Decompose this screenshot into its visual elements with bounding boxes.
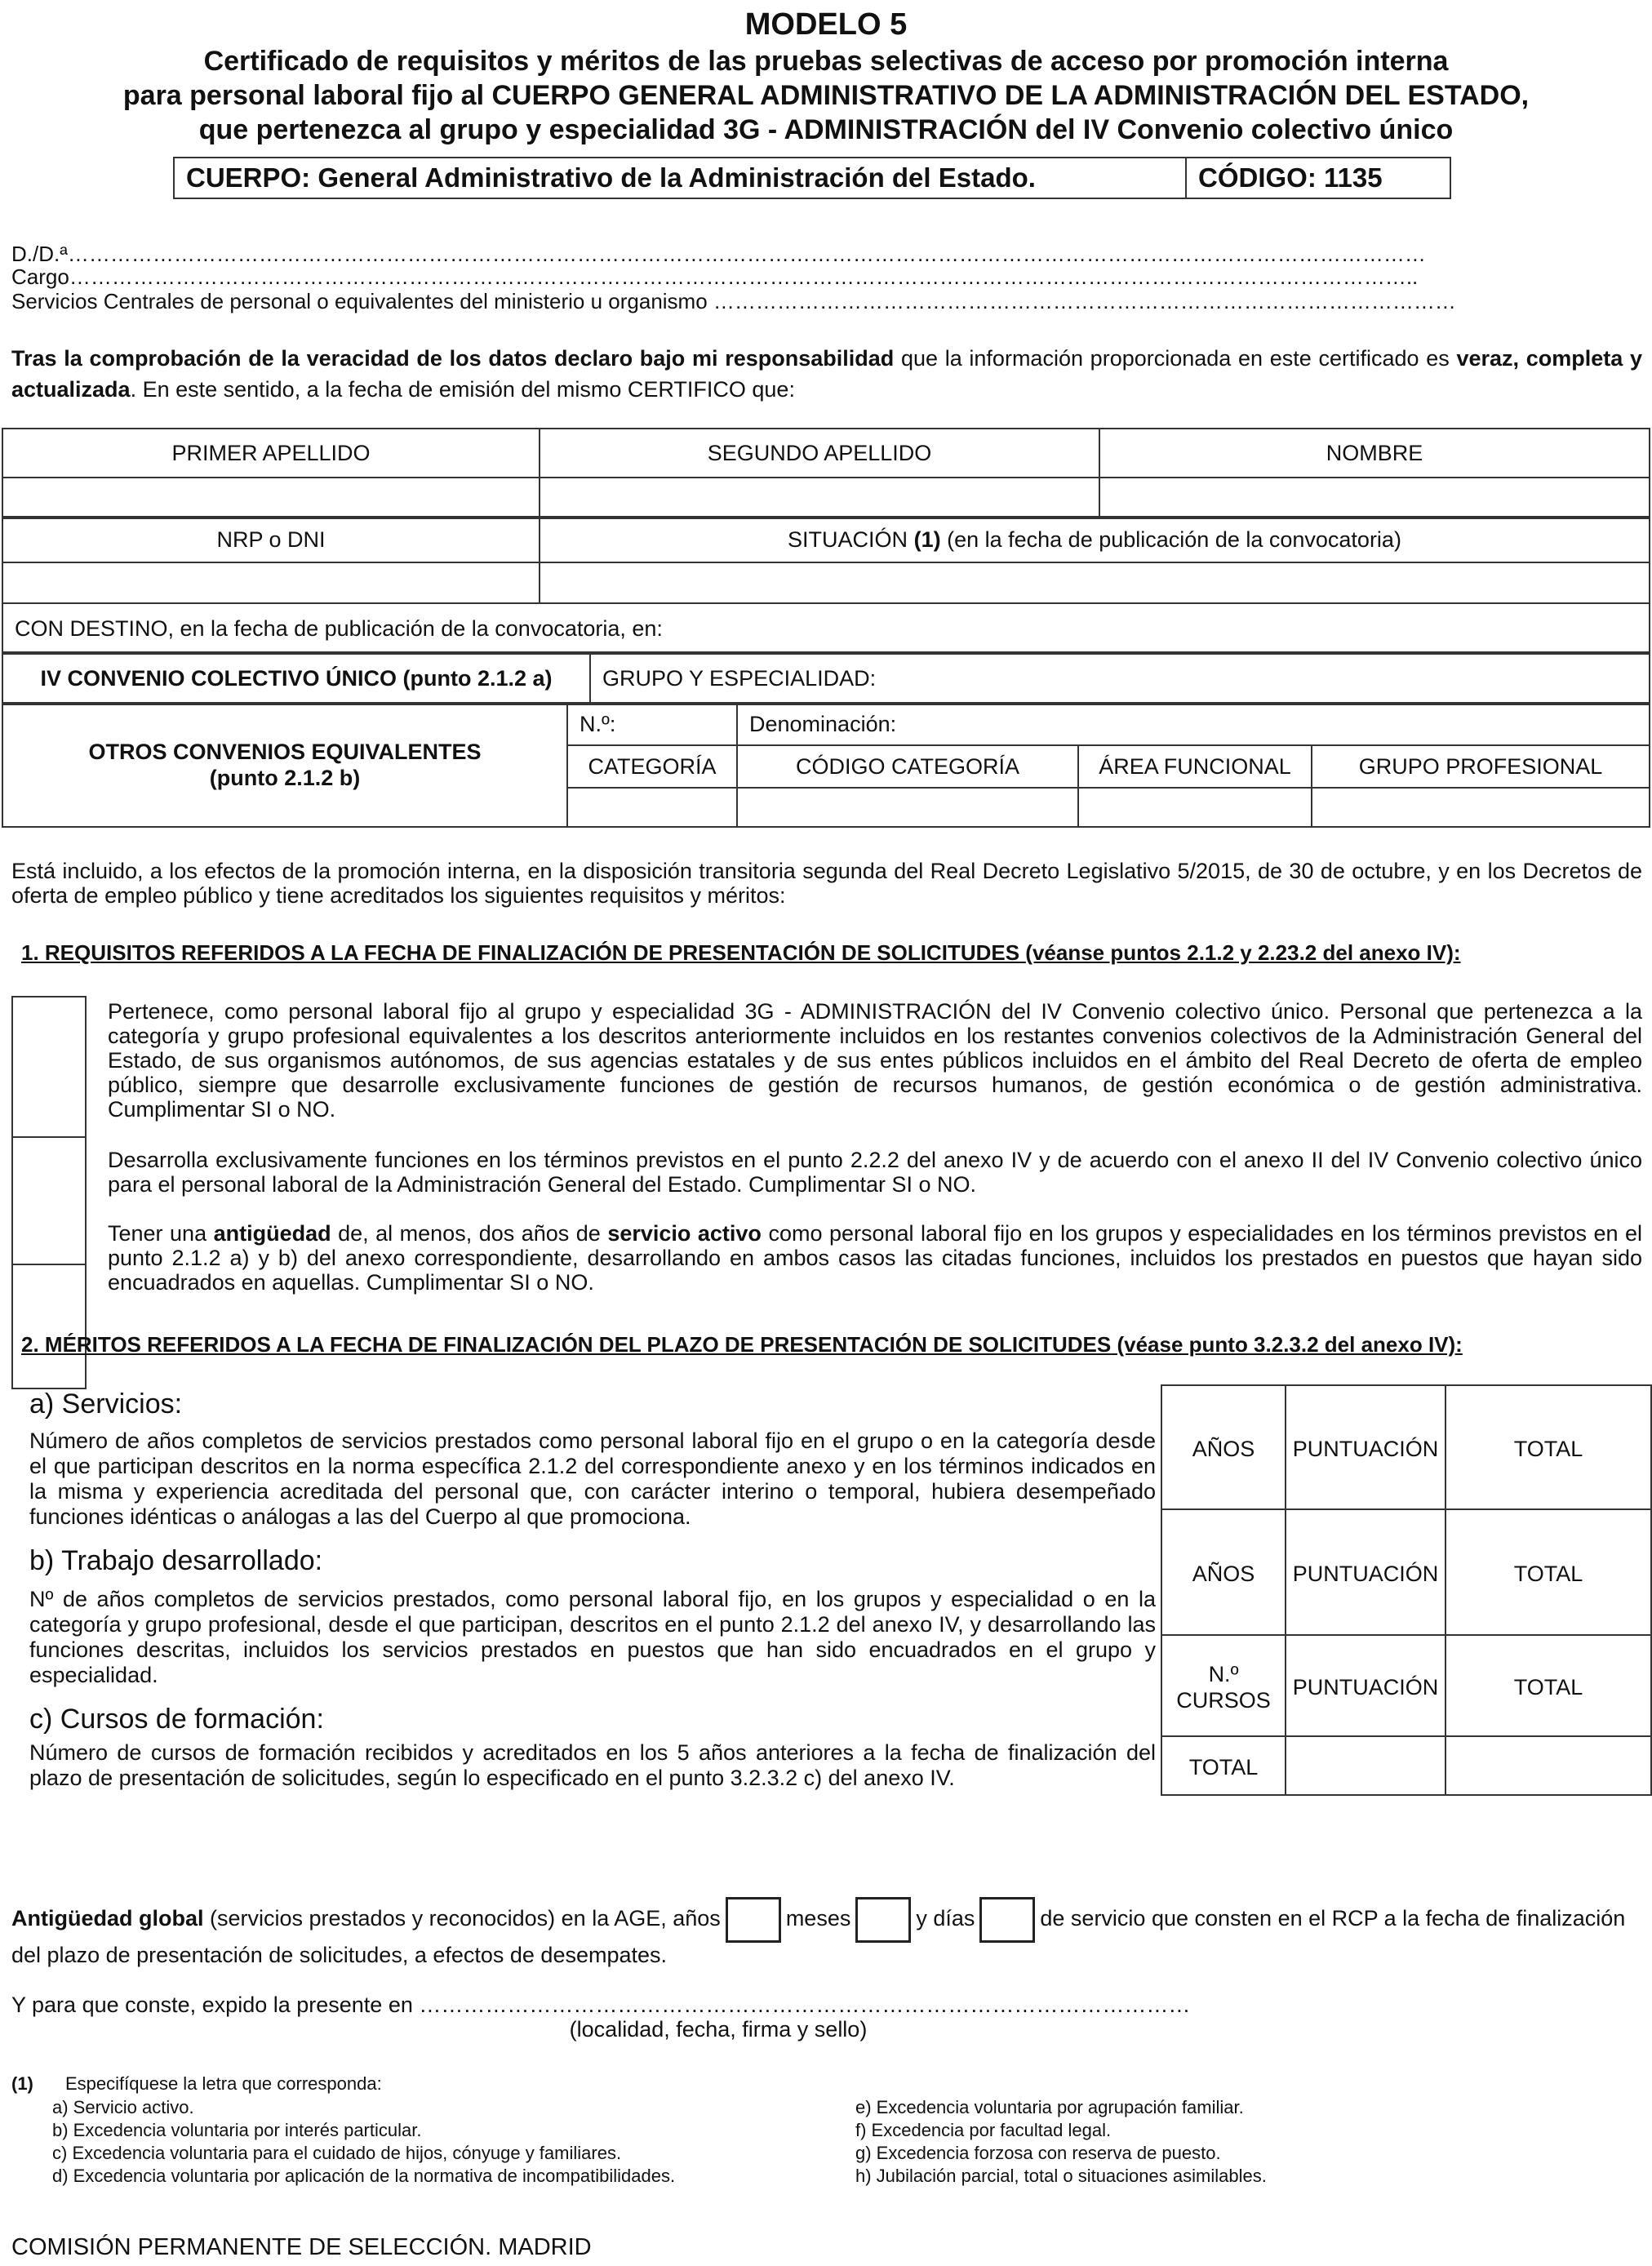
req3-servicio-activo: servicio activo	[607, 1221, 762, 1246]
situacion-label: SITUACIÓN	[788, 527, 908, 552]
dd-dots: …………………………………………………………………………………………………………………………………………………………………………	[67, 242, 1426, 266]
merit-a-text: Número de años completos de servicios prestados como personal laboral fijo en el grupo o en la categoría desde el que participan descritos en la norma específica 2.1.2 del correspondiente anexo y en los términos indicados en la misma y experiencia acreditada del personal que, con carácter interino o temporal, hubiera desempeñado funciones idénticas o análogas a las del Cuerpo al que promociona.	[29, 1428, 1156, 1529]
total-total-input[interactable]	[1446, 1736, 1651, 1795]
header-nrp: NRP o DNI	[2, 517, 540, 562]
otros-convenios-ref: (punto 2.1.2 b)	[209, 766, 361, 790]
cuerpo-label: CUERPO: General Administrativo de la Administración del Estado.	[174, 158, 1186, 198]
otros-convenios-label	[2, 703, 567, 827]
col-total: TOTAL	[1513, 1674, 1583, 1700]
req1-checkbox[interactable]	[11, 996, 87, 1138]
header-segundo-apellido: SEGUNDO APELLIDO	[540, 429, 1099, 478]
header-grupo-profesional: GRUPO PROFESIONAL	[1312, 745, 1650, 788]
form-subtitle	[0, 44, 1652, 147]
intro-paragraph: Está incluido, a los efectos de la promoción interna, en la disposición transitoria segunda del Real Decreto Legislativo 5/2015, de 30 de octubre, y en los Decretos de oferta de empleo público y tiene acreditados los siguientes requisitos y méritos:	[11, 859, 1642, 908]
anos-input[interactable]	[726, 1897, 781, 1943]
segundo-apellido-input[interactable]	[540, 478, 1099, 518]
cuerpo-box	[173, 157, 1451, 199]
merit-b-puntuacion[interactable]	[1286, 1509, 1446, 1635]
otros-convenios-title: OTROS CONVENIOS EQUIVALENTES	[88, 739, 482, 764]
col-anos: AÑOS	[1192, 1436, 1255, 1461]
footnote-ref: (1)	[11, 2073, 33, 2094]
merits-score-table	[1161, 1384, 1652, 1796]
header-codigo-categoria: CÓDIGO CATEGORÍA	[737, 745, 1078, 788]
dd-field[interactable]	[11, 242, 1644, 267]
antiguedad-part2: de servicio que consten en el RCP a la fecha de finalización del plazo de presentación de solicitudes, a efectos de desempates.	[11, 1906, 1626, 1967]
footnote-title: Especifíquese la letra que corresponda:	[65, 2073, 382, 2094]
req3-part: Tener una	[108, 1221, 214, 1246]
section2-title	[21, 1332, 1645, 1357]
subtitle-line-1: Certificado de requisitos y méritos de las pruebas selectivas de acceso por promoción interna	[203, 46, 1449, 77]
footnote-item-d: d) Excedencia voluntaria por aplicación de la normativa de incompatibilidades.	[52, 2166, 676, 2186]
area-funcional-input[interactable]	[1078, 788, 1312, 827]
servicios-label: Servicios Centrales de personal o equivalentes del ministerio u organismo	[11, 289, 708, 313]
merit-b-anos[interactable]	[1161, 1509, 1286, 1635]
section2-title-text: 2. MÉRITOS REFERIDOS A LA FECHA DE FINALIZACIÓN DEL PLAZO DE PRESENTACIÓN DE SOLICITUDES	[21, 1332, 1112, 1357]
declaration-middle: que la información proporcionada en este certificado es	[894, 346, 1457, 371]
section1-title-text: 1. REQUISITOS REFERIDOS A LA FECHA DE FINALIZACIÓN DE PRESENTACIÓN DE SOLICITUDES	[21, 940, 1020, 965]
req3-checkbox[interactable]	[11, 1264, 87, 1389]
closing-caption: (localidad, fecha, firma y sello)	[569, 2017, 868, 2042]
merit-c-cursos[interactable]	[1161, 1635, 1286, 1736]
commission-footer: COMISIÓN PERMANENTE DE SELECCIÓN. MADRID	[11, 2234, 592, 2260]
section1-ref: (véanse puntos 2.1.2 y 2.23.2 del anexo IV):	[1025, 940, 1461, 965]
req3-part: como personal laboral fijo en los grupos y especialidades en los términos previstos en el punto 2.1.2 a) y b) del anexo correspondiente, desarrollando en ambos casos las citadas funciones, incluidos los prestados en puestos que hayan sido encuadrados en aquellas. Cumplimentar SI o NO.	[108, 1221, 1643, 1295]
merit-b-text: Nº de años completos de servicios prestados, como personal laboral fijo, en los grupos y especialidad o en la categoría y grupo profesional, desde el que participan, descritos en el punto 2.1.2 del anexo IV, y desarrollando las funciones descritas, incluidos los servicios prestados en puestos que han sido encuadrados en el grupo y especialidad.	[29, 1587, 1156, 1687]
dias-label: y días	[916, 1906, 975, 1931]
nombre-input[interactable]	[1099, 478, 1650, 518]
subtitle-line-2: para personal laboral fijo al CUERPO GENERAL ADMINISTRATIVO DE LA ADMINISTRACIÓN DEL ESTADO,	[122, 80, 1530, 111]
otros-convenios-table	[2, 702, 1650, 828]
servicios-dots: ……………………………………………………………………………………………	[713, 289, 1456, 313]
col-anos: AÑOS	[1192, 1561, 1255, 1586]
cargo-label: Cargo	[11, 264, 69, 289]
meses-label: meses	[785, 1906, 851, 1931]
situacion-note: (en la fecha de publicación de la convocatoria)	[947, 527, 1401, 552]
merit-c-total[interactable]	[1446, 1635, 1651, 1736]
footnote-left-list	[52, 2096, 675, 2188]
primer-apellido-input[interactable]	[2, 478, 540, 518]
req3-antiguedad: antigüedad	[213, 1221, 331, 1246]
col-cursos-line2: CURSOS	[1176, 1688, 1271, 1713]
total-label: TOTAL	[1161, 1736, 1286, 1795]
destino-label: CON DESTINO, en la fecha de publicación de la convocatoria, en:	[2, 603, 1650, 654]
nrp-input[interactable]	[2, 562, 540, 603]
footnote-item-c: c) Excedencia voluntaria para el cuidado de hijos, cónyuge y familiares.	[52, 2143, 622, 2163]
declaration-veraz: veraz, completa y actualizada	[11, 346, 1642, 402]
footnote-marker	[11, 2073, 33, 2095]
numero-field[interactable]: N.º:	[567, 703, 737, 745]
footnote-right-list	[855, 2096, 1267, 2188]
col-n-line1: N.º	[1208, 1661, 1239, 1686]
meses-input[interactable]	[855, 1897, 911, 1943]
servicios-field[interactable]	[11, 289, 1611, 314]
header-nombre: NOMBRE	[1099, 429, 1650, 478]
iv-convenio-label: IV CONVENIO COLECTIVO ÚNICO (punto 2.1.2 a)	[2, 652, 590, 704]
categoria-input[interactable]	[567, 788, 737, 827]
col-puntuacion: PUNTUACIÓN	[1292, 1436, 1439, 1461]
total-puntuacion-input[interactable]	[1286, 1736, 1446, 1795]
footnote-item-e: e) Excedencia voluntaria por agrupación familiar.	[855, 2097, 1244, 2117]
merit-c-text: Número de cursos de formación recibidos y acreditados en los 5 años anteriores a la fecha de finalización del plazo de presentación de solicitudes, según lo especificado en el punto 3.2.3.2 c) del anexo IV.	[29, 1740, 1156, 1790]
antiguedad-bold: Antigüedad global	[11, 1906, 204, 1931]
header-situacion	[540, 517, 1650, 562]
req1-text: Pertenece, como personal laboral fijo al grupo y especialidad 3G - ADMINISTRACIÓN del IV Convenio colectivo único. Personal que pertenezca a la categoría y grupo profesional equivalentes a los descritos anteriormente incluidos en los restantes convenios colectivos de la Administración General del Estado, de sus organismos autónomos, de sus agencias estatales y de sus entes públicos incluidos en el ámbito del Real Decreto de oferta de empleo público, siempre que desarrolle exclusivamente funciones de gestión de recursos humanos, de gestión económica o de gestión administrativa. Cumplimentar SI o NO.	[108, 999, 1642, 1122]
footnote-item-f: f) Excedencia por facultad legal.	[855, 2120, 1112, 2140]
grupo-profesional-input[interactable]	[1312, 788, 1650, 827]
declaration-paragraph	[11, 343, 1642, 405]
closing-line[interactable]	[11, 1992, 1190, 2018]
situacion-ref: (1)	[913, 527, 941, 552]
footnote-item-a: a) Servicio activo.	[52, 2097, 194, 2117]
antiguedad-part1: (servicios prestados y reconocidos) en la AGE, años	[203, 1906, 721, 1931]
declaration-end: . En este sentido, a la fecha de emisión del mismo CERTIFICO que:	[130, 377, 795, 402]
header-primer-apellido: PRIMER APELLIDO	[2, 429, 540, 478]
merit-a-total[interactable]	[1446, 1385, 1651, 1509]
subtitle-line-3: que pertenezca al grupo y especialidad 3G - ADMINISTRACIÓN del IV Convenio colectivo único	[198, 114, 1454, 145]
closing-text: Y para que conste, expido la presente en	[11, 1993, 413, 2017]
footnote-item-g: g) Excedencia forzosa con reserva de puesto.	[855, 2143, 1221, 2163]
personal-data-table	[2, 428, 1650, 519]
merit-a-anos[interactable]	[1161, 1385, 1286, 1509]
req2-text: Desarrolla exclusivamente funciones en los términos previstos en el punto 2.2.2 del anexo IV y de acuerdo con el anexo II del IV Convenio colectivo único para el personal laboral de la Administración General del Estado. Cumplimentar SI o NO.	[108, 1148, 1642, 1197]
codigo-categoria-input[interactable]	[737, 788, 1078, 827]
grupo-especialidad-field[interactable]: GRUPO Y ESPECIALIDAD:	[590, 652, 1650, 704]
cargo-field[interactable]	[11, 264, 1652, 290]
col-puntuacion: PUNTUACIÓN	[1292, 1561, 1439, 1586]
merit-b-heading: b) Trabajo desarrollado:	[29, 1545, 323, 1576]
col-puntuacion: PUNTUACIÓN	[1292, 1674, 1439, 1700]
merit-a-heading: a) Servicios:	[29, 1388, 183, 1420]
model-title: MODELO 5	[744, 7, 908, 42]
header-categoria: CATEGORÍA	[567, 745, 737, 788]
req3-part: de, al menos, dos años de	[331, 1221, 608, 1246]
nrp-situacion-table	[2, 516, 1650, 655]
req3-text	[108, 1221, 1642, 1295]
footnote-item-h: h) Jubilación parcial, total o situaciones asimilables.	[855, 2166, 1267, 2186]
section2-ref: (véase punto 3.2.3.2 del anexo IV):	[1117, 1332, 1463, 1357]
declaration-bold: Tras la comprobación de la veracidad de los datos declaro bajo mi responsabilidad	[11, 346, 895, 371]
merit-b-total[interactable]	[1446, 1509, 1651, 1635]
merit-a-puntuacion[interactable]	[1286, 1385, 1446, 1509]
convenio-table	[2, 651, 1650, 705]
dias-input[interactable]	[979, 1897, 1035, 1943]
denominacion-field[interactable]: Denominación:	[737, 703, 1650, 745]
footnote-item-b: b) Excedencia voluntaria por interés particular.	[52, 2120, 422, 2140]
col-total: TOTAL	[1513, 1436, 1583, 1461]
antiguedad-paragraph	[11, 1897, 1644, 1967]
col-total: TOTAL	[1513, 1561, 1583, 1586]
situacion-input[interactable]	[540, 562, 1650, 603]
merit-c-puntuacion[interactable]	[1286, 1635, 1446, 1736]
section1-title	[21, 940, 1645, 966]
merit-c-heading: c) Cursos de formación:	[29, 1704, 324, 1735]
closing-dots: ……………………………………………………………………………………………	[419, 1993, 1191, 2017]
cargo-dots: ………………………………………………………………………………………………………………………………………………………………………..	[69, 264, 1419, 289]
header-area-funcional: ÁREA FUNCIONAL	[1078, 745, 1312, 788]
codigo-label: CÓDIGO: 1135	[1186, 158, 1450, 198]
req2-checkbox[interactable]	[11, 1136, 87, 1265]
dd-label: D./D.ª	[11, 242, 68, 266]
